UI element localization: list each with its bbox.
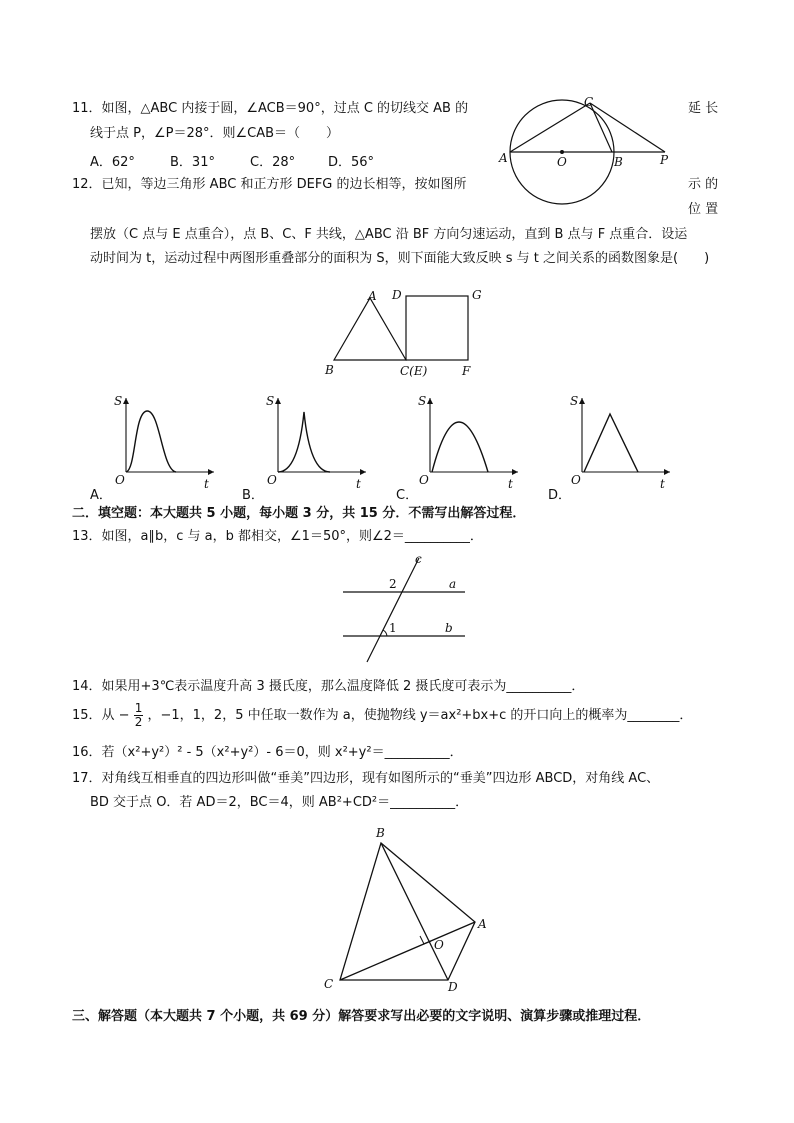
label-o: O — [557, 155, 567, 169]
q17-line1: 17．对角线互相垂直的四边形叫做“垂美”四边形，现有如图所示的“垂美”四边形 ABCD，对角线 AC、 — [72, 771, 660, 786]
diagonal-ac — [340, 922, 475, 980]
label-b: B — [614, 155, 623, 169]
label-d: D — [392, 288, 402, 302]
curve-c — [432, 422, 488, 472]
angle-1-arc — [383, 630, 387, 636]
q15-fraction — [134, 702, 144, 729]
q11-line2: 线于点 P，∠P＝28°．则∠CAB＝（ ） — [90, 126, 340, 141]
axis-s-label: S — [570, 394, 579, 408]
origin-label: O — [267, 473, 277, 487]
quadrilateral-abcd — [340, 843, 475, 980]
label-d: D — [448, 980, 458, 994]
axis-s-label: S — [266, 394, 275, 408]
label-1: 1 — [389, 621, 397, 635]
q12-line3: 摆放（C 点与 E 点重合），点 B、C、F 共线，△ABC 沿 BF 方向匀速运动，直到 B 点与 F 点重合．设运 — [90, 227, 688, 242]
q12-graph-c — [414, 392, 524, 491]
label-a: A — [368, 289, 377, 303]
axis-t-label: t — [660, 477, 665, 491]
q13-parallel-figure — [335, 552, 475, 664]
q12-line1: 12．已知，等边三角形 ABC 和正方形 DEFG 的边长相等，按如图所 — [72, 177, 467, 192]
q12-line1-end: 示 的 — [688, 177, 719, 192]
curve-b — [278, 412, 330, 472]
label-g: G — [472, 288, 482, 302]
q11-option-b: B．31° — [170, 155, 215, 170]
q11-line1-end: 延 长 — [688, 101, 719, 116]
section2-title: 二．填空题：本大题共 5 小题，每小题 3 分，共 15 分．不需写出解答过程． — [72, 506, 526, 521]
label-c: c — [415, 552, 422, 566]
q15-prefix: 15．从 − — [72, 708, 130, 723]
label-b: B — [325, 363, 334, 377]
triangle-abc — [334, 298, 406, 360]
q12-option-c: C． — [396, 488, 419, 503]
square-defg — [406, 296, 468, 360]
label-b: B — [376, 826, 385, 840]
q15-text — [72, 702, 692, 730]
q12-graph-b — [262, 392, 372, 491]
q11-circle-figure — [495, 90, 685, 200]
section3-title: 三、解答题（本大题共 7 个小题，共 69 分）解答要求写出必要的文字说明、演算步骤或推理过程． — [72, 1009, 651, 1024]
q11-line1: 11．如图，△ABC 内接于圆，∠ACB＝90°，过点 C 的切线交 AB 的 — [72, 101, 469, 116]
q11-option-c: C．28° — [250, 155, 296, 170]
axis-s-label: S — [114, 394, 123, 408]
axis-t-label: t — [508, 477, 513, 491]
origin-label: O — [419, 473, 429, 487]
q12-main-figure — [320, 285, 490, 380]
diagonal-bd — [381, 843, 448, 980]
q13-text: 13．如图，a∥b，c 与 a，b 都相交，∠1＝50°，则∠2＝__________． — [72, 529, 483, 544]
q11-option-d: D．56° — [328, 155, 375, 170]
label-2: 2 — [389, 577, 397, 591]
q11-option-a: A．62° — [90, 155, 135, 170]
label-a: A — [499, 151, 508, 165]
q17-line2: BD 交于点 O．若 AD＝2，BC＝4，则 AB²+CD²＝__________． — [90, 795, 469, 810]
q17-quadrilateral-figure — [320, 822, 495, 997]
label-o: O — [434, 938, 444, 952]
label-c: C — [584, 95, 594, 109]
origin-label: O — [115, 473, 125, 487]
q16-text: 16．若（x²+y²）² - 5（x²+y²）- 6＝0，则 x²+y²＝__________． — [72, 745, 463, 760]
line-c — [367, 558, 419, 662]
label-f: F — [462, 364, 471, 378]
q12-option-d: D． — [548, 488, 572, 503]
q12-graph-d — [566, 392, 676, 491]
q12-line2-end: 位 置 — [688, 202, 719, 217]
axis-t-label: t — [356, 477, 361, 491]
fraction-numerator: 1 — [134, 701, 143, 715]
q12-line4: 动时间为 t，运动过程中两图形重叠部分的面积为 S，则下面能大致反映 s 与 t 之间关系的函数图象是( ) — [90, 251, 710, 266]
label-p: P — [660, 153, 669, 167]
curve-d — [584, 414, 638, 472]
q12-option-a: A． — [90, 488, 112, 503]
q12-option-b: B． — [242, 488, 264, 503]
label-c: C — [324, 977, 334, 991]
axis-s-label: S — [418, 394, 427, 408]
center-dot — [560, 150, 564, 154]
label-ce: C(E) — [400, 364, 428, 378]
label-a: a — [449, 577, 457, 591]
q12-graph-a — [110, 392, 220, 491]
q14-text: 14．如果用+3℃表示温度升高 3 摄氏度，那么温度降低 2 摄氏度可表示为__________． — [72, 679, 585, 694]
label-a: A — [478, 917, 487, 931]
axis-t-label: t — [204, 477, 209, 491]
chord-ac — [510, 103, 590, 152]
origin-label: O — [571, 473, 581, 487]
fraction-denominator: 2 — [134, 715, 143, 729]
curve-a — [126, 411, 176, 472]
label-b: b — [445, 621, 453, 635]
q15-suffix: ，−1，1，2，5 中任取一数作为 a，使抛物线 y＝ax²+bx+c 的开口向上的概率为________． — [147, 708, 693, 723]
